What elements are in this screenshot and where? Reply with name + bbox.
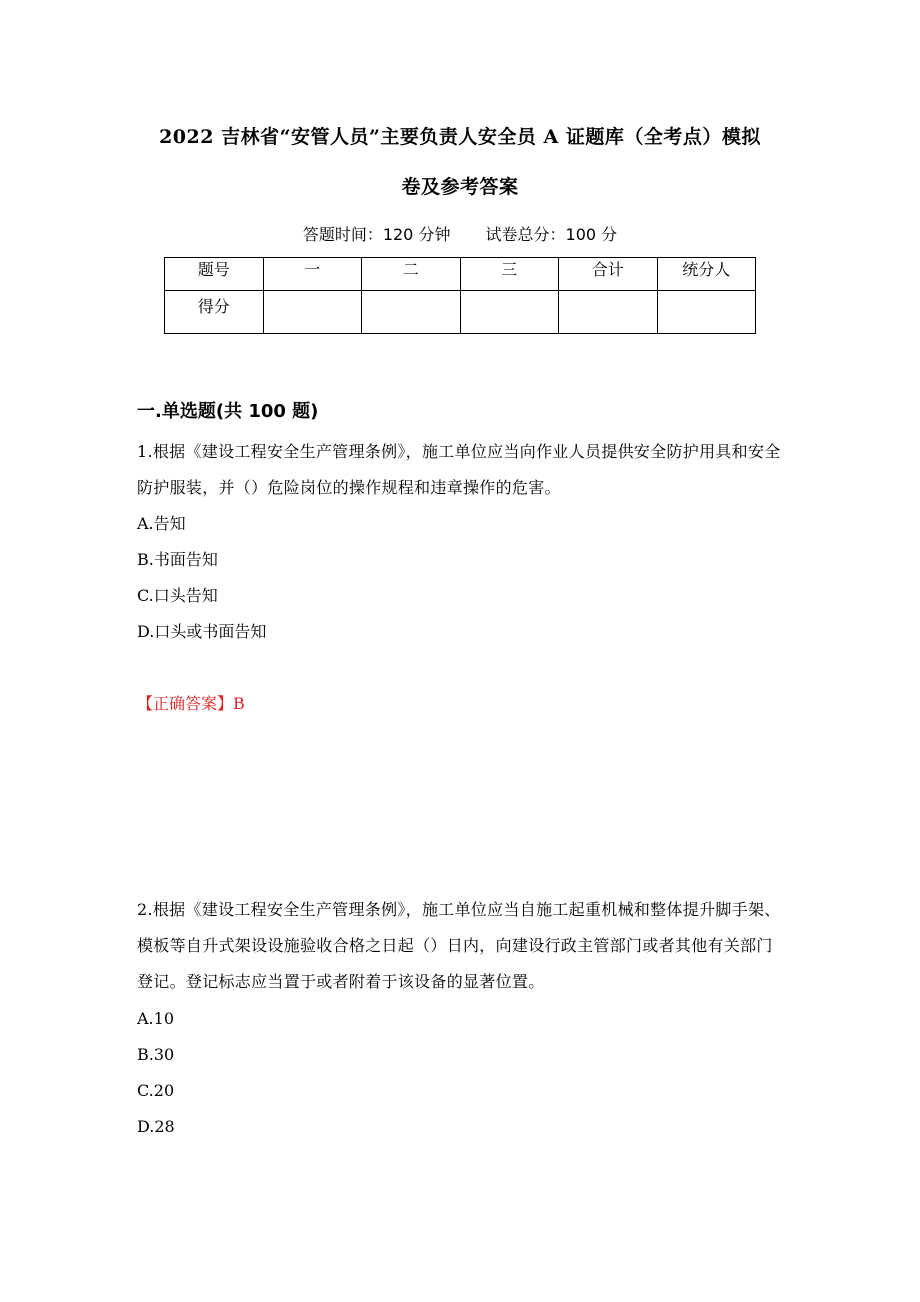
score-table-header-cell: 一 bbox=[263, 258, 362, 291]
exam-info bbox=[0, 222, 920, 245]
question-stem: 1.根据《建设工程安全生产管理条例》，施工单位应当向作业人员提供安全防护用具和安全防护服装，并（）危险岗位的操作规程和违章操作的危害。 bbox=[137, 442, 781, 497]
document-title-line-2: 卷及参考答案 bbox=[401, 176, 519, 198]
score-cell bbox=[460, 291, 559, 334]
question-option: C.口头告知 bbox=[137, 586, 218, 605]
score-table-header-cell: 二 bbox=[362, 258, 461, 291]
score-cell bbox=[559, 291, 658, 334]
score-table-header-cell: 三 bbox=[460, 258, 559, 291]
score-table-header-cell: 合计 bbox=[559, 258, 658, 291]
question-option: A.10 bbox=[137, 1009, 174, 1028]
question-option: D.口头或书面告知 bbox=[137, 622, 267, 641]
question-option: B.30 bbox=[137, 1045, 175, 1064]
section-title: 一.单选题(共 100 题) bbox=[137, 401, 319, 422]
document-title-line-1: 2022 吉林省“安管人员”主要负责人安全员 A 证题库（全考点）模拟 bbox=[159, 126, 761, 148]
score-cell bbox=[263, 291, 362, 334]
score-table bbox=[164, 257, 756, 334]
score-table-score-row bbox=[165, 291, 756, 334]
score-table-header-cell: 统分人 bbox=[657, 258, 756, 291]
question-stem: 2.根据《建设工程安全生产管理条例》，施工单位应当自施工起重机械和整体提升脚手架、模板等自升式架设设施验收合格之日起（）日内，向建设行政主管部门或者其他有关部门登记。登记标志应当置于或者附着于该设备的显著位置。 bbox=[137, 900, 781, 991]
score-cell bbox=[657, 291, 756, 334]
question-option: C.20 bbox=[137, 1081, 175, 1100]
exam-total-score: 试卷总分：100 分 bbox=[485, 225, 618, 244]
score-table-header-cell: 题号 bbox=[165, 258, 264, 291]
correct-answer: 【正确答案】B bbox=[137, 694, 245, 713]
question-option: B.书面告知 bbox=[137, 550, 218, 569]
score-cell bbox=[362, 291, 461, 334]
score-table-header-row bbox=[165, 258, 756, 291]
score-row-label: 得分 bbox=[165, 291, 264, 334]
question-option: A.告知 bbox=[137, 514, 186, 533]
question-option: D.28 bbox=[137, 1117, 175, 1136]
exam-time: 答题时间：120 分钟 bbox=[302, 225, 451, 244]
